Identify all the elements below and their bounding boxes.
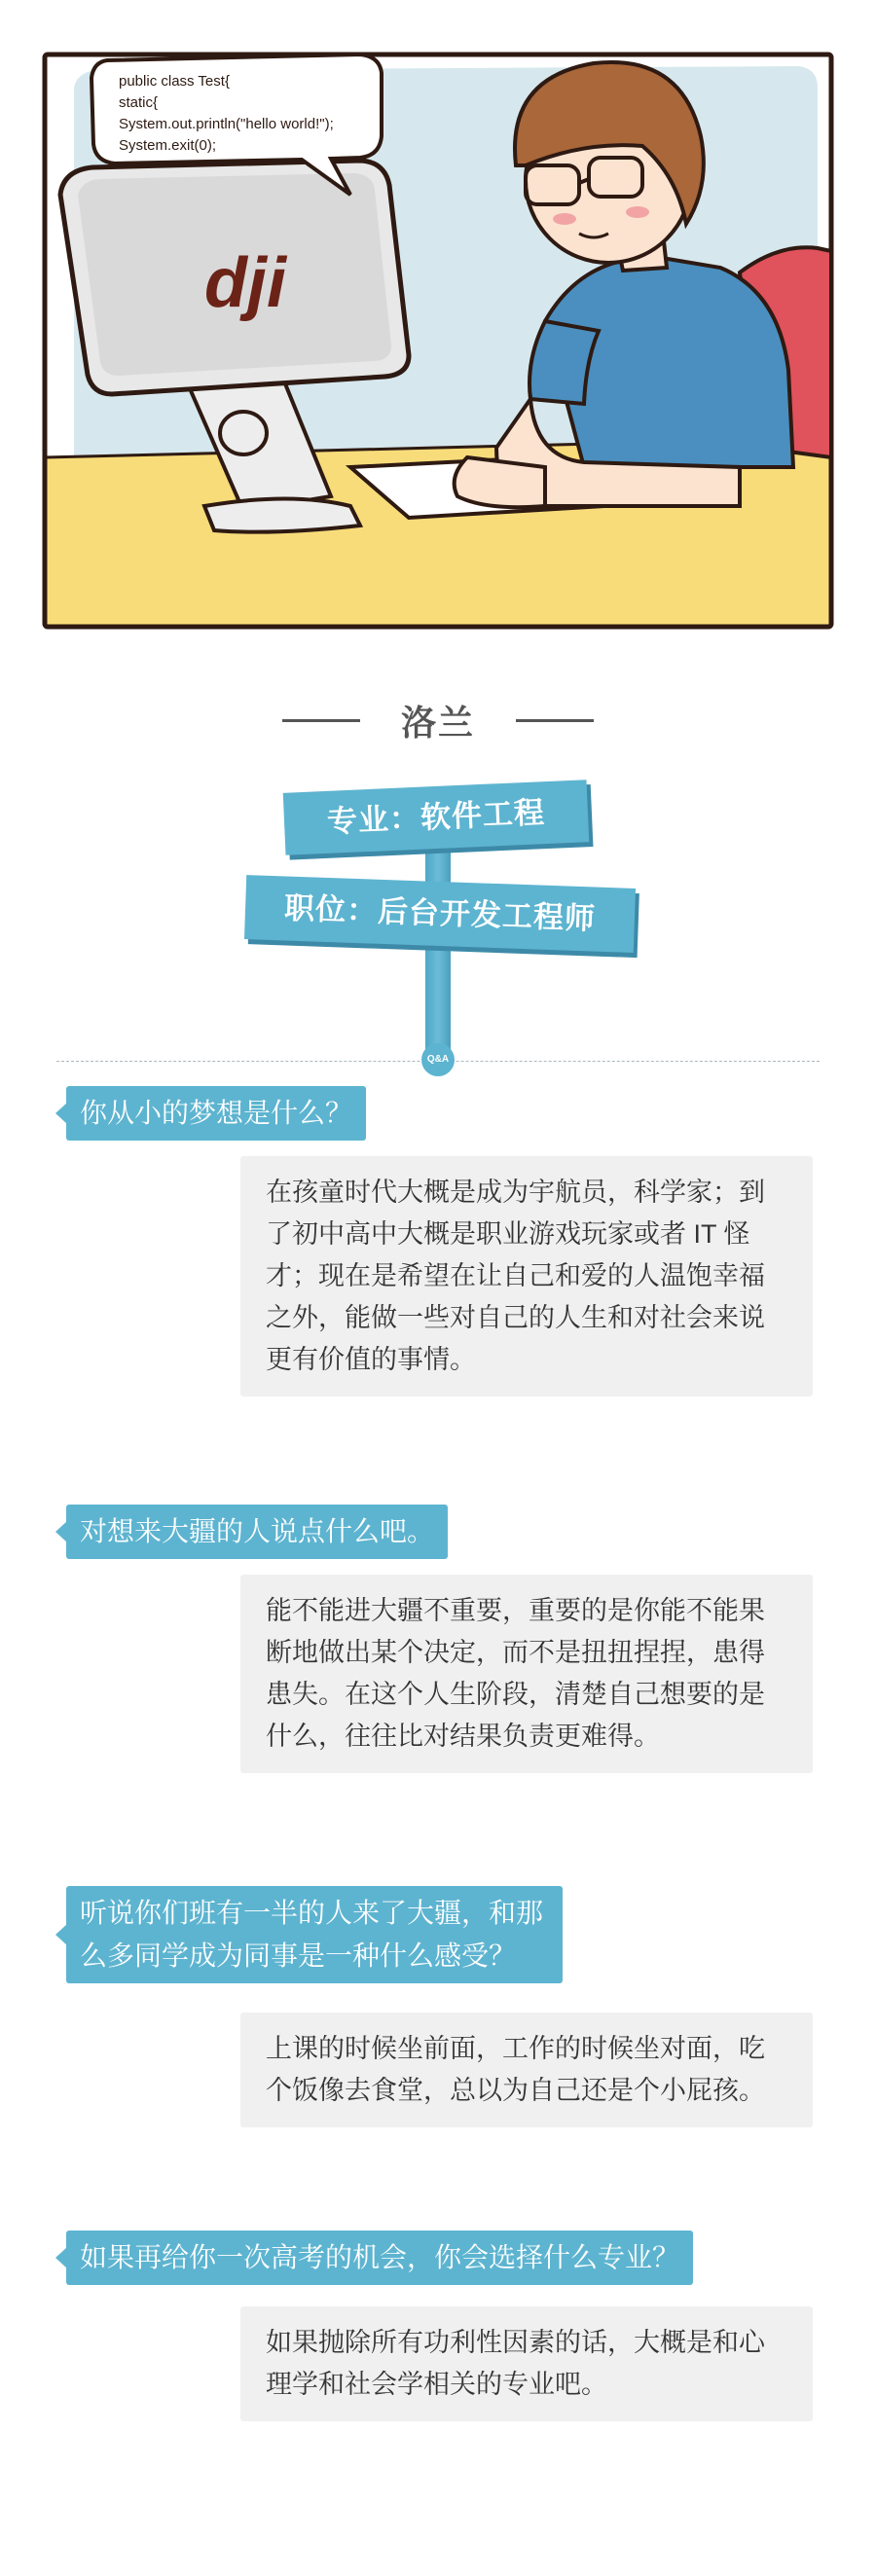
question-2: 对想来大疆的人说点什么吧。 [66, 1505, 448, 1559]
svg-text:static{: static{ [119, 94, 159, 111]
profile-name-row [0, 696, 876, 745]
qa-badge: Q&A [421, 1043, 455, 1076]
answer-3: 上课的时候坐前面，工作的时候坐对面，吃个饭像去食堂，总以为自己还是个小屁孩。 [240, 2013, 813, 2127]
question-3: 听说你们班有一半的人来了大疆，和那么多同学成为同事是一种什么感受？ [66, 1886, 563, 1983]
profile-name: 洛兰 [400, 703, 475, 743]
divider-left [282, 719, 360, 722]
svg-text:System.out.println("hello worl: System.out.println("hello world!"); [119, 116, 334, 132]
answer-2: 能不能进大疆不重要，重要的是你能不能果断地做出某个决定，而不是扭扭捏捏，患得患失。在这个人生阶段，清楚自己想要的是什么，往往比对结果负责更难得。 [240, 1575, 813, 1773]
dji-logo: dji [204, 244, 286, 322]
divider-right [516, 719, 594, 722]
person-hand [455, 457, 545, 507]
answer-4: 如果抛除所有功利性因素的话，大概是和心理学和社会学相关的专业吧。 [240, 2306, 813, 2421]
header-illustration [39, 49, 837, 633]
major-sign: 专业：软件工程 [283, 780, 589, 855]
question-4: 如果再给你一次高考的机会，你会选择什么专业？ [66, 2231, 693, 2285]
answer-1: 在孩童时代大概是成为宇航员，科学家；到了初中高中大概是职业游戏玩家或者 IT 怪才；现在是希望在让自己和爱的人温饱幸福之外，能做一些对自己的人生和对社会来说更有价值的事情。 [240, 1156, 813, 1397]
position-sign: 职位：后台开发工程师 [244, 875, 636, 953]
question-1: 你从小的梦想是什么？ [66, 1086, 366, 1141]
svg-text:public class Test{: public class Test{ [119, 73, 230, 90]
svg-text:System.exit(0);: System.exit(0); [119, 137, 217, 154]
